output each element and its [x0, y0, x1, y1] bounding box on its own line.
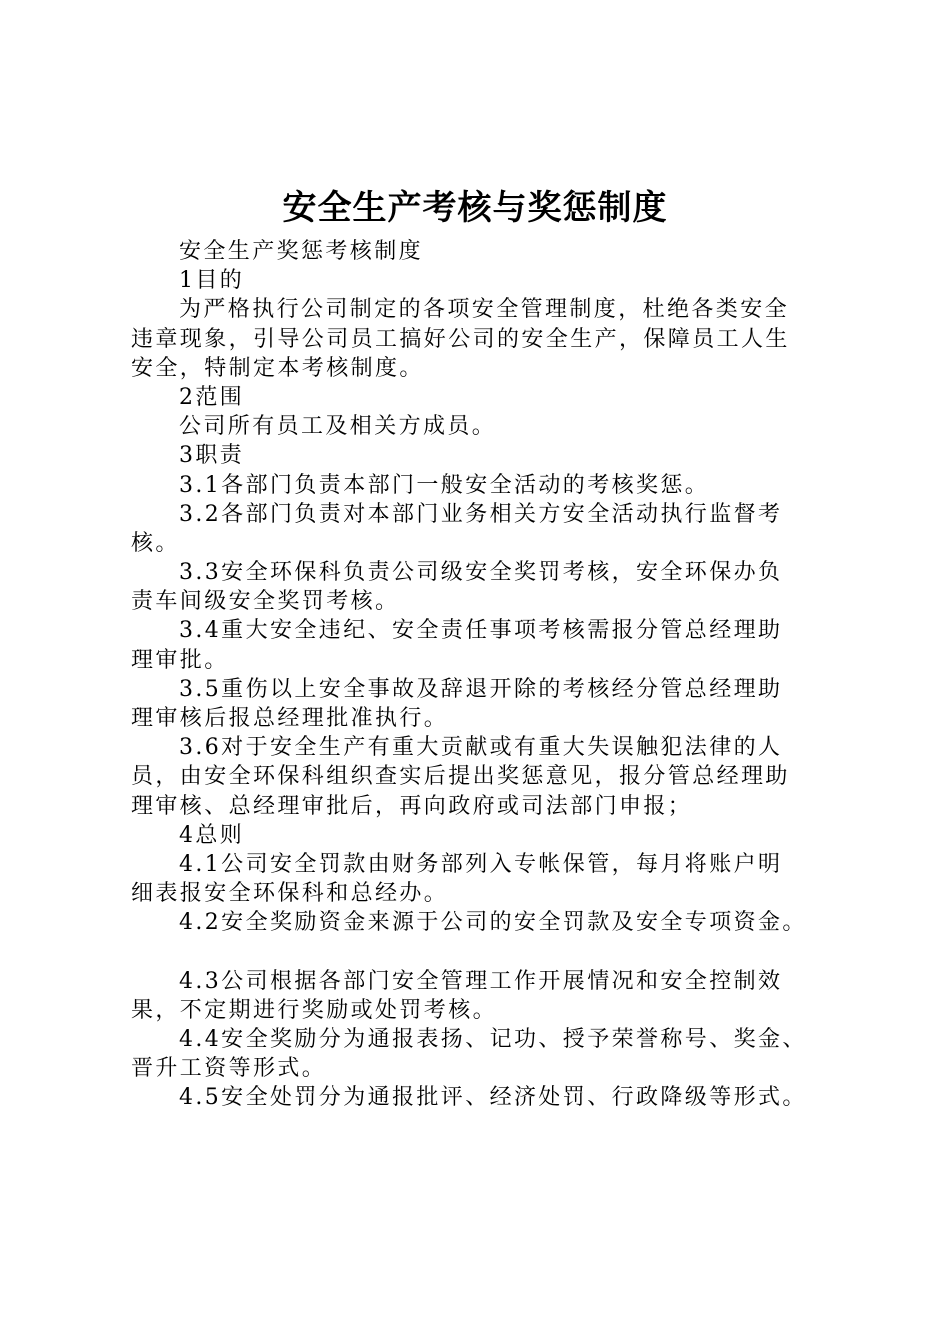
text-line: 4.5安全处罚分为通报批评、经济处罚、行政降级等形式。 — [179, 1085, 807, 1111]
text-line: 4总则 — [179, 822, 245, 848]
text-line: 安全生产奖惩考核制度 — [179, 239, 424, 264]
text-line: 果，不定期进行奖励或处罚考核。 — [131, 997, 498, 1023]
text-line: 细表报安全环保科和总经办。 — [131, 881, 449, 907]
document-body — [131, 237, 831, 1113]
text-line: 3.1各部门负责本部门一般安全活动的考核奖惩。 — [179, 472, 710, 498]
text-line: 为严格执行公司制定的各项安全管理制度，杜绝各类安全 — [179, 297, 790, 323]
text-line: 3.4重大安全违纪、安全责任事项考核需报分管总经理助 — [179, 618, 783, 644]
blank-line — [131, 938, 831, 967]
text-line: 3.6对于安全生产有重大贡献或有重大失误触犯法律的人 — [179, 735, 783, 761]
text-line: 3.3安全环保科负责公司级安全奖罚考核，安全环保办负 — [179, 560, 783, 586]
text-line: 4.1公司安全罚款由财务部列入专帐保管，每月将账户明 — [179, 851, 783, 877]
text-line: 责车间级安全奖罚考核。 — [131, 589, 400, 615]
text-line: 理审批。 — [131, 647, 229, 673]
text-line: 4.2安全奖励资金来源于公司的安全罚款及安全专项资金。 — [179, 910, 807, 936]
text-line: 3.2各部门负责对本部门业务相关方安全活动执行监督考 — [179, 501, 783, 527]
text-line: 3.5重伤以上安全事故及辞退开除的考核经分管总经理助 — [179, 676, 783, 702]
text-line: 理审核、总经理审批后，再向政府或司法部门申报； — [131, 793, 693, 819]
text-line: 公司所有员工及相关方成员。 — [179, 414, 497, 440]
text-line: 4.4安全奖励分为通报表扬、记功、授予荣誉称号、奖金、 — [179, 1027, 807, 1053]
text-line: 核。 — [131, 530, 180, 556]
text-line: 员，由安全环保科组织查实后提出奖惩意见，报分管总经理助 — [131, 764, 790, 790]
text-line: 理审核后报总经理批准执行。 — [131, 706, 449, 731]
text-line: 1目的 — [179, 268, 245, 294]
text-line: 安全，特制定本考核制度。 — [131, 355, 424, 381]
document-title: 安全生产考核与奖惩制度 — [282, 188, 668, 228]
text-line: 晋升工资等形式。 — [131, 1056, 327, 1082]
text-line: 4.3公司根据各部门安全管理工作开展情况和安全控制效 — [179, 968, 783, 994]
text-line: 2范围 — [179, 384, 245, 410]
text-line: 违章现象，引导公司员工搞好公司的安全生产，保障员工人生 — [131, 326, 790, 352]
text-line: 3职责 — [179, 443, 245, 469]
